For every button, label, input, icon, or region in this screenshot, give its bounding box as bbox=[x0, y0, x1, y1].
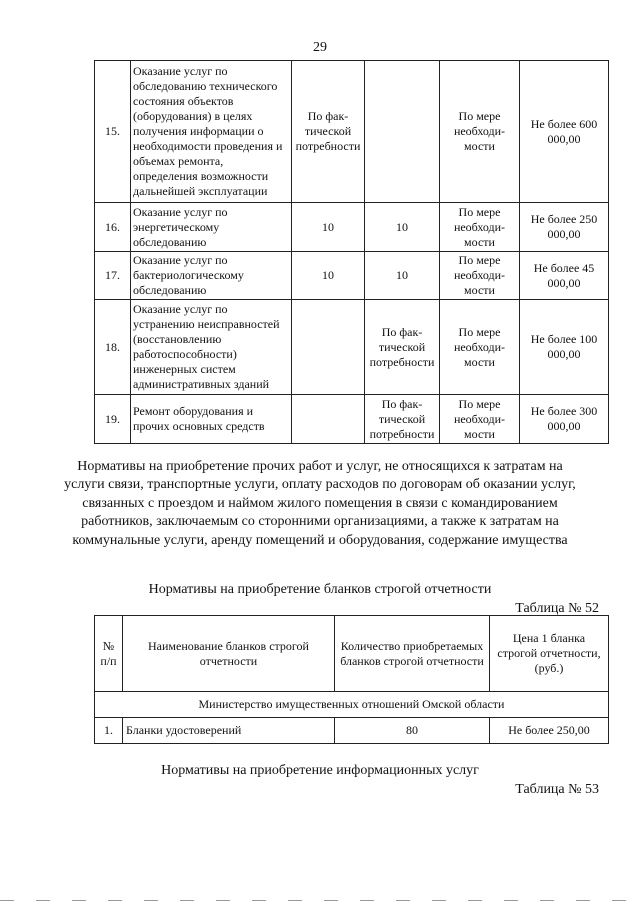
cell: 10 bbox=[292, 203, 365, 252]
table-52-label: Таблица № 52 bbox=[515, 601, 599, 616]
service-name: Оказание услуг по устранению неисправностей (восстановлению работоспособности) инженерных систем административных зданий bbox=[131, 300, 292, 395]
table-row bbox=[95, 300, 609, 395]
cell: По фак-тической потребности bbox=[365, 300, 440, 395]
strict-forms-table bbox=[94, 615, 609, 744]
cell bbox=[365, 61, 440, 203]
table-row bbox=[95, 395, 609, 444]
section-heading: Нормативы на приобретение прочих работ и услуг, не относящихся к затратам на услуги связи, транспортные услуги, оплату расходов по договорам об оказании услуг, связанных с проездом и наймом жилого помещения в связи с командированием работников, заключаемым со сторонними организациями, а также к затратам на коммунальные услуги, аренду помещений и оборудования, содержание имущества bbox=[64, 459, 576, 548]
row-number: 17. bbox=[95, 252, 131, 300]
table-row bbox=[95, 718, 609, 744]
price-cell: Не более 100 000,00 bbox=[520, 300, 609, 395]
row-number: 15. bbox=[95, 61, 131, 203]
header-name: Наименование бланков строгой отчетности bbox=[123, 616, 335, 692]
cell: 10 bbox=[365, 252, 440, 300]
page-number: 29 bbox=[313, 40, 327, 55]
cell bbox=[292, 395, 365, 444]
row-number: 18. bbox=[95, 300, 131, 395]
ministry-name: Министерство имущественных отношений Омской области bbox=[95, 692, 609, 718]
header-num: № п/п bbox=[95, 616, 123, 692]
quantity: 80 bbox=[335, 718, 490, 744]
cell bbox=[292, 300, 365, 395]
table-53-label: Таблица № 53 bbox=[515, 782, 599, 797]
price-cell: Не более 300 000,00 bbox=[520, 395, 609, 444]
continued-norms-table bbox=[94, 60, 609, 444]
table-row bbox=[95, 252, 609, 300]
cell: По фак-тической потребности bbox=[365, 395, 440, 444]
cell: По фак-тической потребности bbox=[292, 61, 365, 203]
header-price: Цена 1 бланка строгой отчетности, (руб.) bbox=[490, 616, 609, 692]
cell: По мере необходи-мости bbox=[440, 61, 520, 203]
row-number: 1. bbox=[95, 718, 123, 744]
table-row bbox=[95, 203, 609, 252]
service-name: Оказание услуг по бактериологическому обследованию bbox=[131, 252, 292, 300]
table-53-heading: Нормативы на приобретение информационных услуг bbox=[161, 763, 479, 778]
row-number: 19. bbox=[95, 395, 131, 444]
service-name: Ремонт оборудования и прочих основных средств bbox=[131, 395, 292, 444]
cell: 10 bbox=[292, 252, 365, 300]
scan-artifact-line bbox=[0, 900, 640, 901]
price: Не более 250,00 bbox=[490, 718, 609, 744]
cell: По мере необходи-мости bbox=[440, 252, 520, 300]
cell: По мере необходи-мости bbox=[440, 395, 520, 444]
header-qty: Количество приобретаемых бланков строгой отчетности bbox=[335, 616, 490, 692]
row-number: 16. bbox=[95, 203, 131, 252]
form-name: Бланки удостоверений bbox=[123, 718, 335, 744]
cell: По мере необходи-мости bbox=[440, 203, 520, 252]
cell: По мере необходи-мости bbox=[440, 300, 520, 395]
ministry-row bbox=[95, 692, 609, 718]
table-52-heading: Нормативы на приобретение бланков строгой отчетности bbox=[148, 582, 492, 597]
table-row bbox=[95, 61, 609, 203]
price-cell: Не более 250 000,00 bbox=[520, 203, 609, 252]
table-header-row bbox=[95, 616, 609, 692]
price-cell: Не более 45 000,00 bbox=[520, 252, 609, 300]
service-name: Оказание услуг по энергетическому обследованию bbox=[131, 203, 292, 252]
cell: 10 bbox=[365, 203, 440, 252]
price-cell: Не более 600 000,00 bbox=[520, 61, 609, 203]
service-name: Оказание услуг по обследованию технического состояния объектов (оборудования) в целях получения информации о необходимости проведения и объемах ремонта, определения возможности дальнейшей эксплуатации bbox=[131, 61, 292, 203]
